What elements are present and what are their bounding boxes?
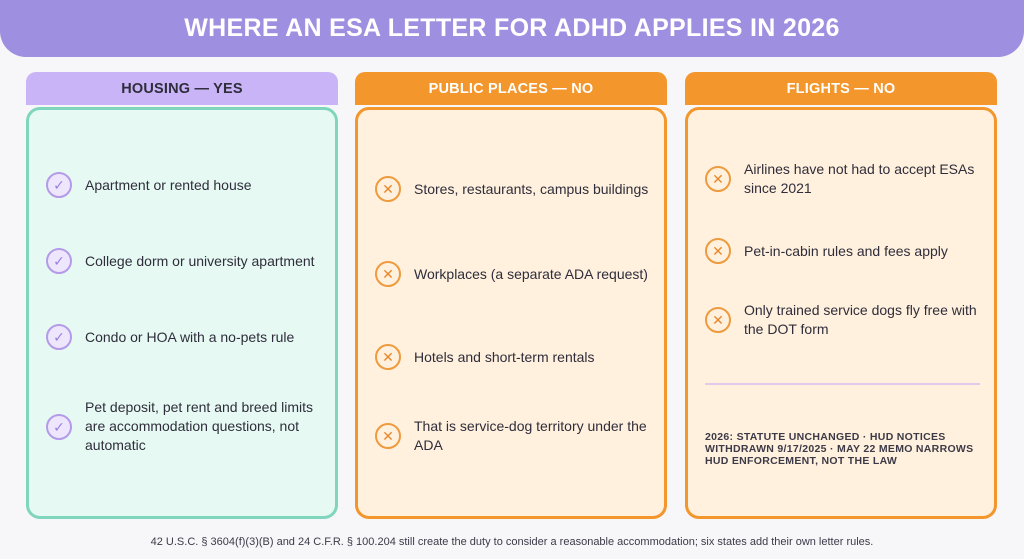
list-item [46, 170, 321, 200]
item-text: Apartment or rented house [85, 176, 252, 193]
list-item [46, 322, 321, 352]
item-text: That is service-dog territory under the ADA [414, 418, 647, 453]
title-banner [0, 0, 1024, 57]
housing-card [26, 107, 338, 519]
x-icon: ✕ [705, 238, 731, 264]
item-text: Workplaces (a separate ADA request) [414, 265, 648, 282]
housing-column [26, 72, 338, 453]
list-item [375, 417, 650, 455]
item-text: Pet-in-cabin rules and fees apply [744, 242, 948, 259]
item-text: Condo or HOA with a no-pets rule [85, 328, 295, 345]
list-item [46, 246, 321, 276]
item-text: Stores, restaurants, campus buildings [414, 180, 649, 197]
x-icon: ✕ [375, 423, 401, 449]
page-title: WHERE AN ESA LETTER FOR ADHD APPLIES IN 2026 [184, 14, 840, 42]
public-places-card [355, 107, 667, 519]
list-item [375, 170, 650, 208]
footer-citation: 42 U.S.C. § 3604(f)(3)(B) and 24 C.F.R. § 100.204 still create the duty to consider a reasonable accommodation; six states add their own letter rules. [150, 536, 874, 548]
flights-card [685, 107, 997, 519]
flights-header: FLIGHTS — NO [685, 72, 997, 105]
list-item [375, 342, 650, 372]
item-text: Hotels and short-term rentals [414, 348, 595, 365]
list-item [705, 236, 980, 266]
housing-header: HOUSING — YES [26, 72, 338, 105]
list-item [705, 301, 980, 339]
x-icon: ✕ [375, 344, 401, 370]
flights-column [685, 72, 997, 467]
list-item [375, 255, 650, 293]
check-icon: ✓ [46, 248, 72, 274]
item-text: Only trained service dogs fly free with the DOT form [744, 302, 977, 337]
list-item [46, 398, 321, 455]
x-icon: ✕ [705, 166, 731, 192]
status-note: 2026: STATUTE UNCHANGED · HUD NOTICES WITHDRAWN 9/17/2025 · MAY 22 MEMO NARROWS HUD ENFORCEMENT, NOT THE LAW [705, 431, 974, 467]
item-text: Pet deposit, pet rent and breed limits are accommodation questions, not automatic [85, 399, 314, 453]
item-text: College dorm or university apartment [85, 252, 315, 269]
public-places-header: PUBLIC PLACES — NO [355, 72, 667, 105]
check-icon: ✓ [46, 414, 72, 440]
item-text: Airlines have not had to accept ESAs since 2021 [744, 161, 975, 196]
check-icon: ✓ [46, 324, 72, 350]
public-places-column [355, 72, 667, 453]
x-icon: ✕ [705, 307, 731, 333]
check-icon: ✓ [46, 172, 72, 198]
list-item [705, 160, 980, 198]
x-icon: ✕ [375, 176, 401, 202]
divider [705, 383, 980, 385]
x-icon: ✕ [375, 261, 401, 287]
